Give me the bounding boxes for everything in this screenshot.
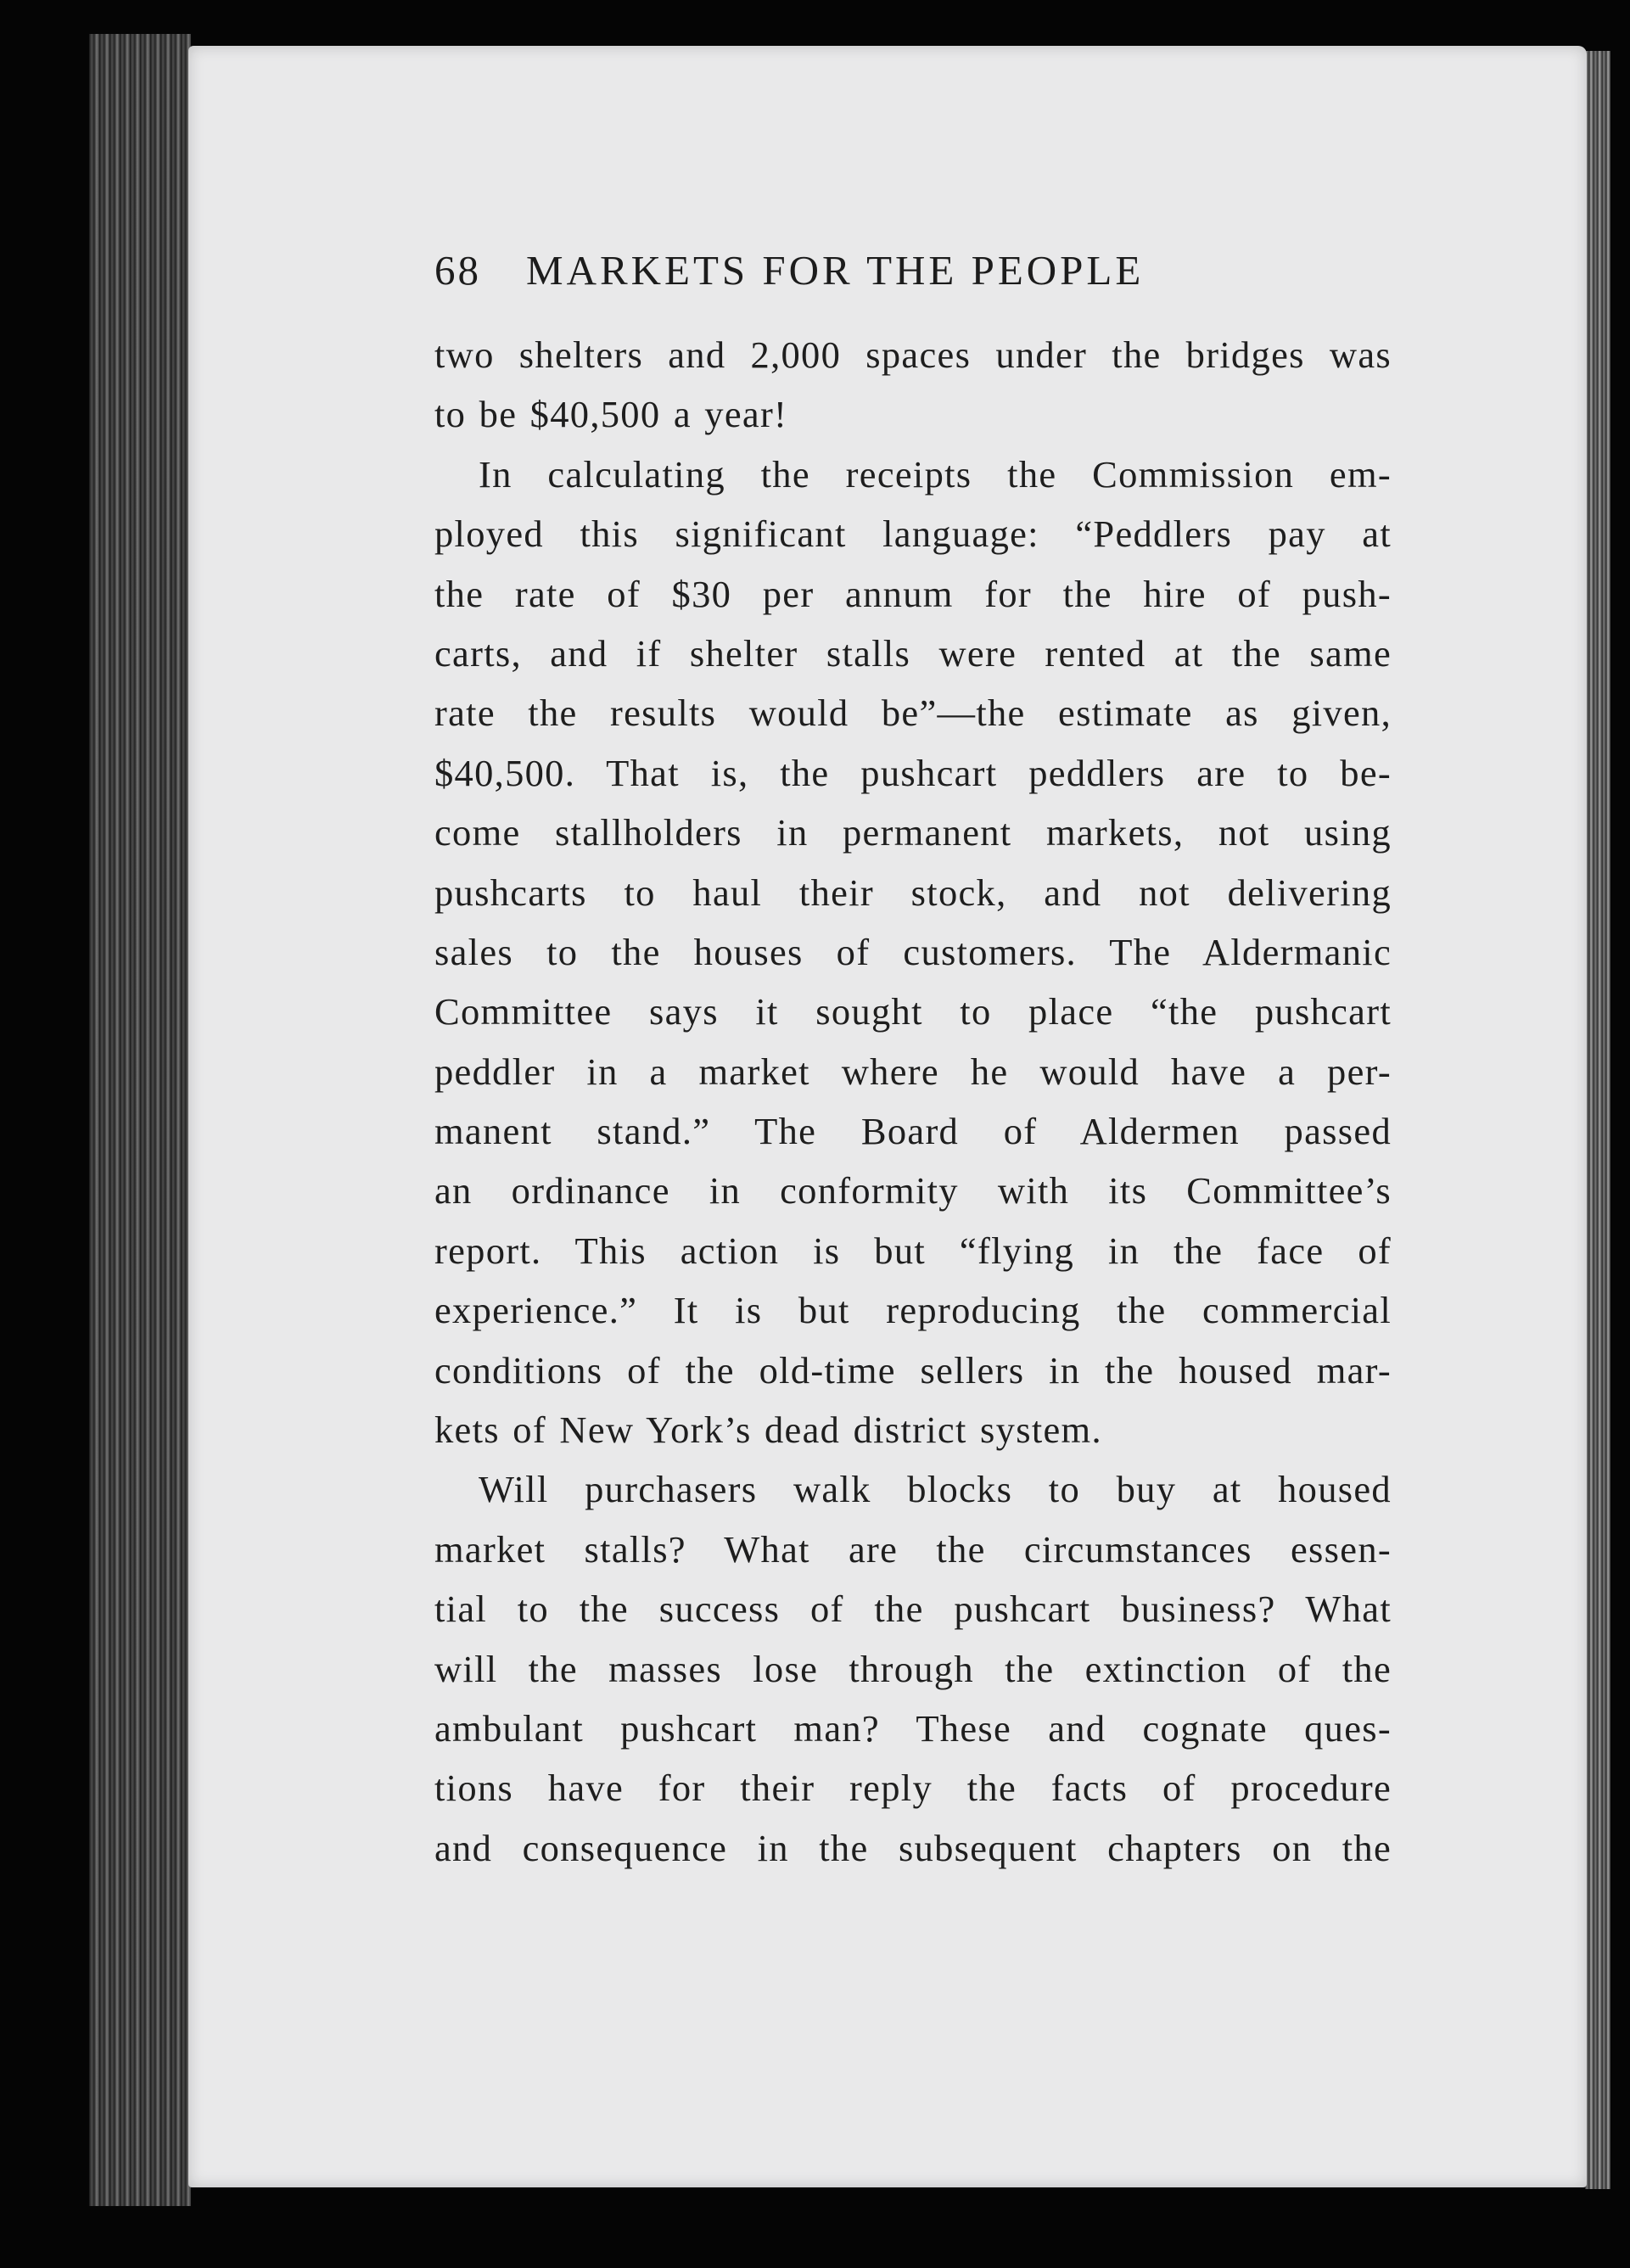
text-line: will the masses lose through the extinction of the — [434, 1647, 1392, 1690]
running-header — [434, 246, 1249, 300]
text-line: kets of New York’s dead district system. — [434, 1408, 1102, 1452]
text-line: conditions of the old-time sellers in the housed mar- — [434, 1348, 1392, 1392]
text-line: market stalls? What are the circumstances essen- — [434, 1527, 1392, 1571]
running-title: MARKETS FOR THE PEOPLE — [526, 247, 1145, 294]
paragraph-first-line: Will purchasers walk blocks to buy at housed — [479, 1468, 1392, 1511]
text-line: tial to the success of the pushcart business? What — [434, 1588, 1392, 1631]
text-line: $40,500. That is, the pushcart peddlers are to be- — [434, 751, 1392, 794]
text-line: ambulant pushcart man? These and cognate ques- — [434, 1706, 1392, 1750]
text-line: peddler in a market where he would have a per- — [434, 1050, 1392, 1093]
text-line: and consequence in the subsequent chapters on the — [434, 1826, 1392, 1869]
text-line: carts, and if shelter stalls were rented at the same — [434, 631, 1392, 675]
text-line: pushcarts to haul their stock, and not delivering — [434, 871, 1392, 914]
text-line: an ordinance in conformity with its Committee’s — [434, 1169, 1392, 1212]
text-line: Committee says it sought to place “the pushcart — [434, 990, 1392, 1033]
text-line: report. This action is but “flying in the face of — [434, 1229, 1392, 1272]
text-line: experience.” It is but reproducing the commercial — [434, 1289, 1392, 1332]
text-line: the rate of $30 per annum for the hire of push- — [434, 572, 1392, 615]
book-edge-right — [1585, 51, 1610, 2189]
text-line: manent stand.” The Board of Aldermen passed — [434, 1110, 1392, 1153]
text-line: ployed this significant language: “Peddlers pay at — [434, 512, 1392, 556]
body-text — [434, 325, 1392, 1878]
paragraph-first-line: In calculating the receipts the Commission em- — [479, 452, 1392, 496]
page-number: 68 — [434, 247, 481, 294]
text-line: rate the results would be”—the estimate as given, — [434, 692, 1392, 735]
text-line: come stallholders in permanent markets, not using — [434, 811, 1392, 854]
book-edge-left — [89, 34, 191, 2206]
text-line: to be $40,500 a year! — [434, 393, 788, 436]
text-line: two shelters and 2,000 spaces under the bridges was — [434, 333, 1392, 376]
text-line: sales to the houses of customers. The Aldermanic — [434, 930, 1392, 973]
text-line: tions have for their reply the facts of procedure — [434, 1767, 1392, 1810]
